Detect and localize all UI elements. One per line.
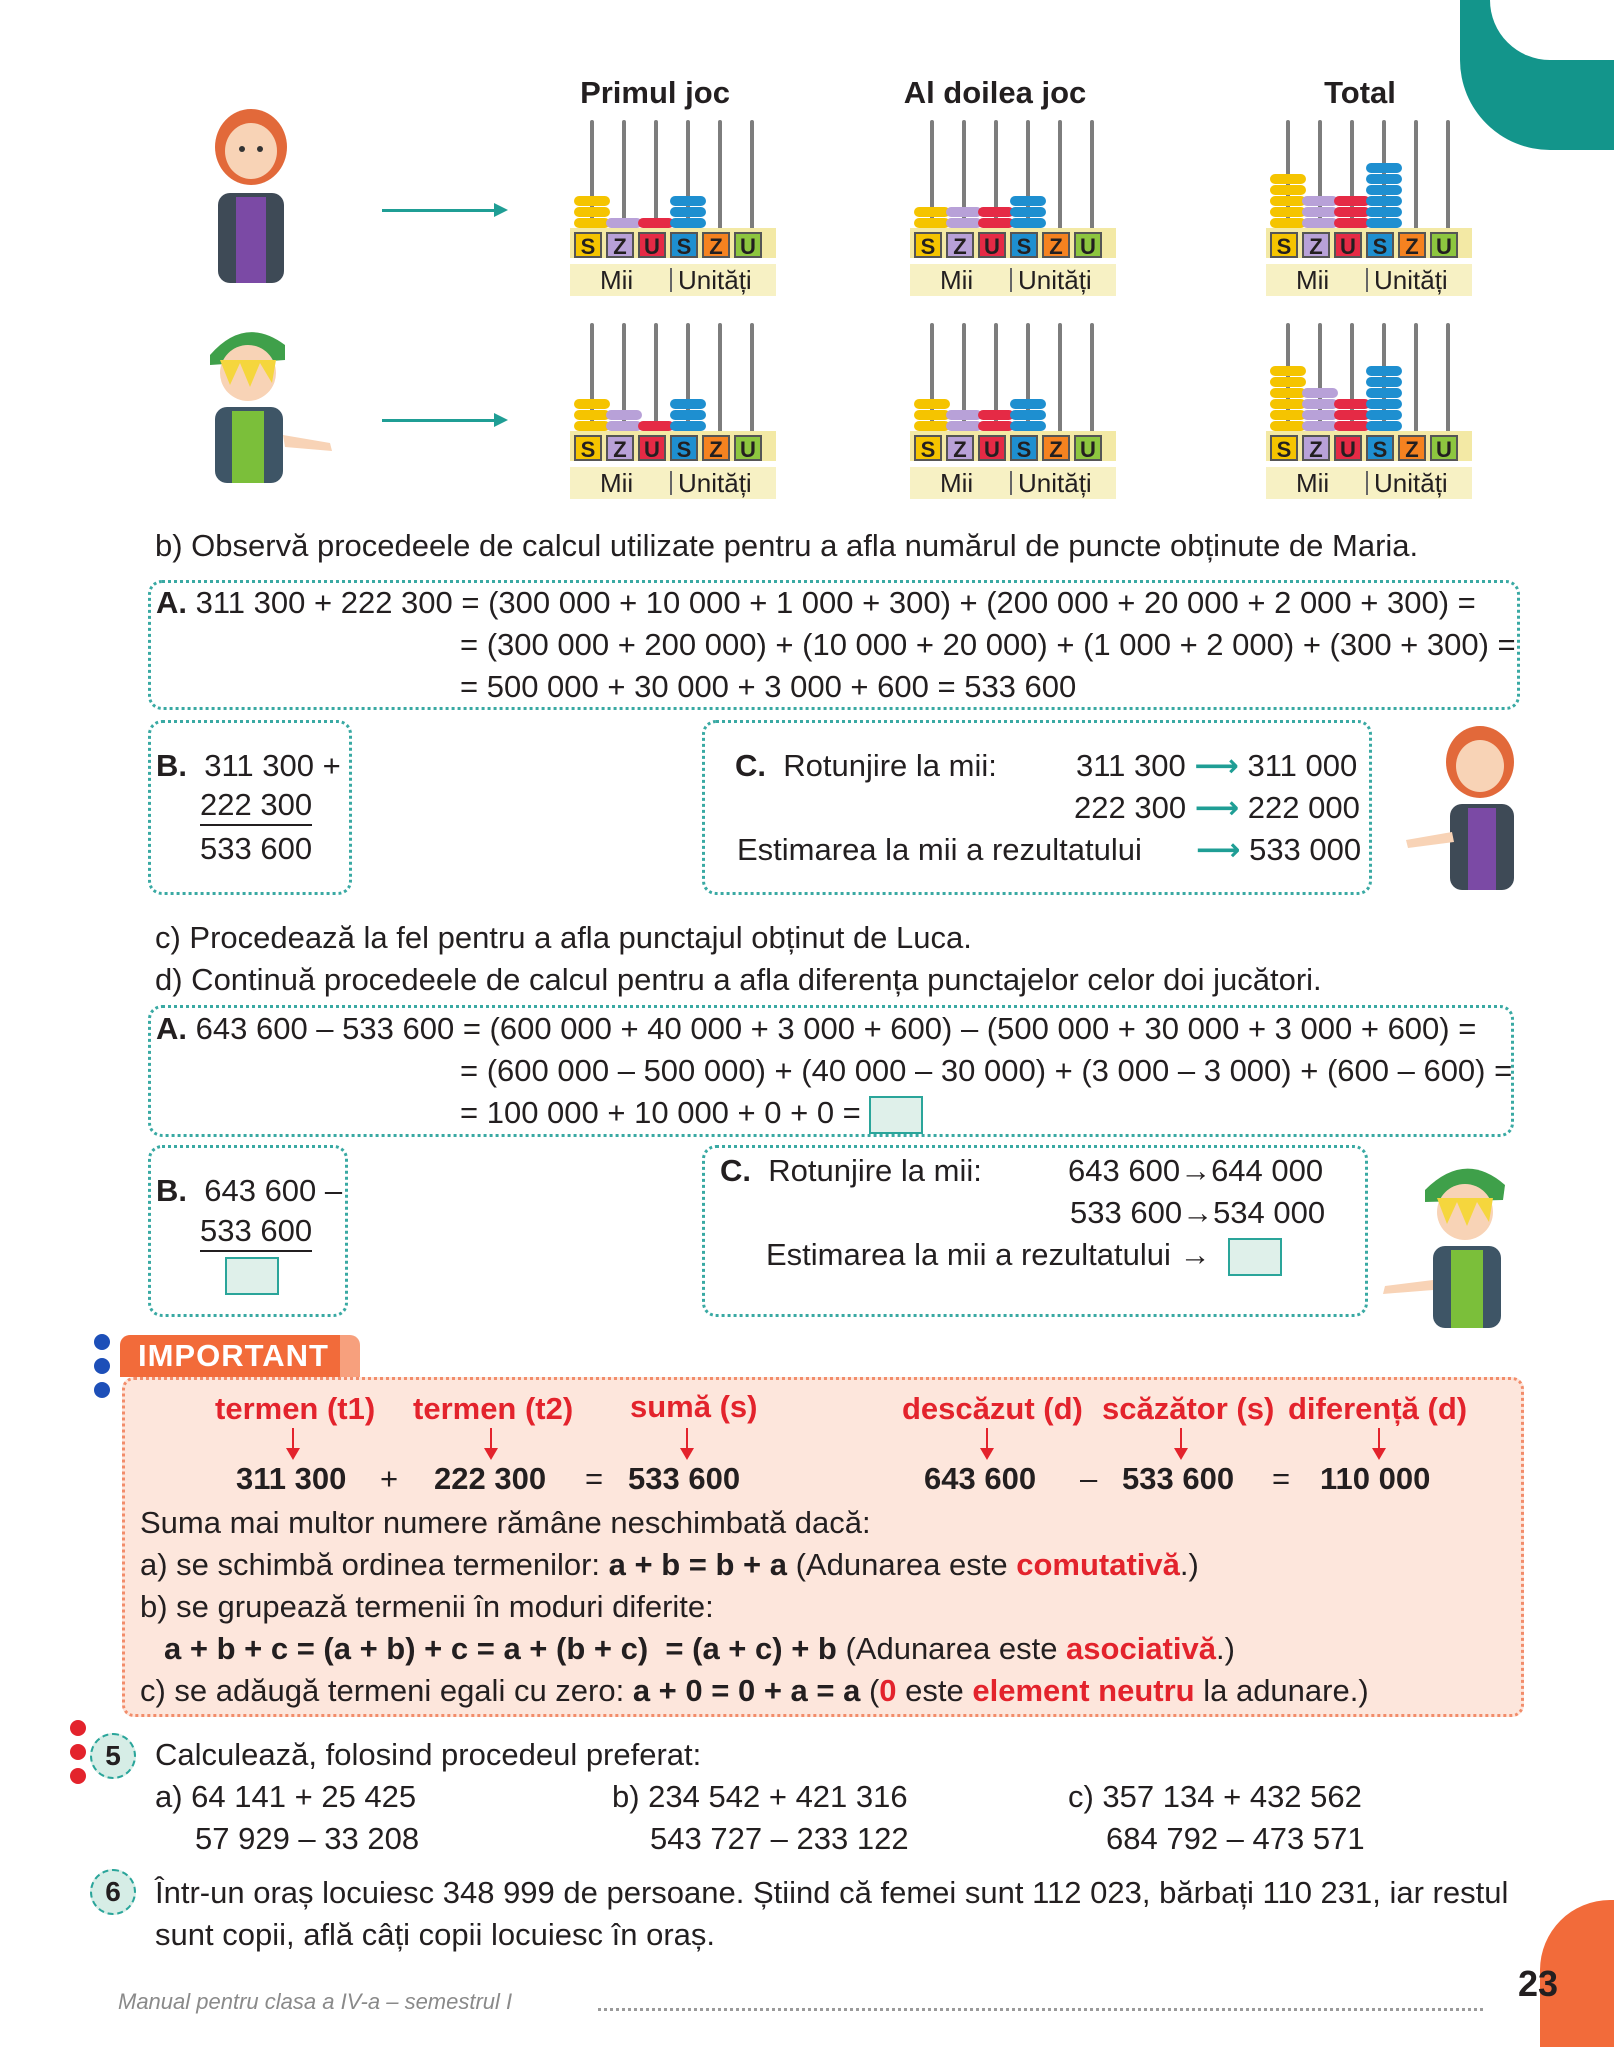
- luca-character-illustration: [190, 315, 340, 485]
- exercise-5-b1: b) 234 542 + 421 316: [612, 1779, 908, 1814]
- abacus-luca-al-doilea-joc: S Z U S Z U Mii Unități: [910, 323, 1116, 499]
- section-b-a-line3: = 500 000 + 30 000 + 3 000 + 600 = 533 600: [460, 669, 1077, 704]
- abacus-luca-primul-joc: S Z U S Z U Mii Unități: [570, 323, 776, 499]
- section-d-c-round: C. Rotunjire la mii:: [720, 1153, 982, 1188]
- exercise-6-line1: Într-un oraș locuiesc 348 999 de persoane. Știind că femei sunt 112 023, bărbați 110 231, iar restul: [155, 1875, 1509, 1910]
- difficulty-dot-red: [70, 1768, 86, 1784]
- arrow-down-icon: [490, 1428, 492, 1454]
- exercise-5-c1: c) 357 134 + 432 562: [1068, 1779, 1362, 1814]
- maria-character-illustration: [196, 105, 306, 285]
- arrow-down-icon: [1180, 1428, 1182, 1454]
- abacus-maria-al-doilea-joc: S Z U S Z U Mii Unități: [910, 120, 1116, 296]
- abacus-luca-total: S Z U S Z U Mii Unități: [1266, 323, 1472, 499]
- arrow-down-icon: [1378, 1428, 1380, 1454]
- value-scazator: 533 600: [1122, 1461, 1235, 1496]
- section-d-text: d) Continuă procedeele de calcul pentru a afla diferența punctajelor celor doi jucători.: [155, 962, 1322, 997]
- value-descazut: 643 600: [924, 1461, 1037, 1496]
- label-termen-t1: termen (t1): [215, 1391, 376, 1426]
- exercise-5-b2: 543 727 – 233 122: [650, 1821, 909, 1856]
- exercise-6-badge: 6: [90, 1869, 136, 1915]
- exercise-5-title: Calculează, folosind procedeul preferat:: [155, 1737, 702, 1772]
- difficulty-dot-red: [70, 1720, 86, 1736]
- abacus-header-primul-joc: Primul joc: [580, 75, 730, 110]
- exercise-5-a2: 57 929 – 33 208: [195, 1821, 420, 1856]
- section-d-a-line3: = 100 000 + 10 000 + 0 + 0 =: [460, 1092, 923, 1134]
- section-d-c-row1: 643 600→644 000: [1068, 1153, 1324, 1188]
- section-d-b-line1: B. 643 600 –: [156, 1173, 343, 1208]
- footer-text: Manual pentru clasa a IV-a – semestrul I: [118, 1989, 513, 2014]
- exercise-5-badge: 5: [90, 1733, 136, 1779]
- section-b-c-round: C. Rotunjire la mii:: [735, 748, 997, 783]
- section-d-b-line2: 533 600: [200, 1212, 312, 1252]
- rule-b: b) se grupează termenii în moduri diferite:: [140, 1589, 714, 1624]
- exercise-5-a1: a) 64 141 + 25 425: [155, 1779, 417, 1814]
- rule-c: c) se adăugă termeni egali cu zero: a + 0 = 0 + a = a (0 este element neutru la adunare.): [140, 1673, 1369, 1708]
- arrow-maria: [382, 209, 504, 212]
- exercise-6-line2: sunt copii, află câți copii locuiesc în oraș.: [155, 1917, 715, 1952]
- answer-box-b[interactable]: [225, 1257, 279, 1295]
- section-d-a-line1: A. 643 600 – 533 600 = (600 000 + 40 000 + 3 000 + 600) – (500 000 + 30 000 + 3 000 + 600) =: [156, 1011, 1477, 1046]
- bullet-dot-blue: [94, 1358, 110, 1374]
- arrow-luca: [382, 419, 504, 422]
- rule-b-formula: a + b + c = (a + b) + c = a + (b + c) = (a + c) + b (Adunarea este asociativă.): [164, 1631, 1235, 1666]
- section-b-c-estimate-result: ⟶ 533 000: [1196, 832, 1362, 867]
- rule-intro: Suma mai multor numere rămâne neschimbată dacă:: [140, 1505, 871, 1540]
- section-b-a-line2: = (300 000 + 200 000) + (10 000 + 20 000) + (1 000 + 2 000) + (300 + 300) =: [460, 627, 1516, 662]
- answer-box-c[interactable]: [1228, 1238, 1282, 1276]
- exercise-5-c2: 684 792 – 473 571: [1106, 1821, 1365, 1856]
- section-b-intro: b) Observă procedeele de calcul utilizate pentru a afla numărul de puncte obținute de Maria.: [155, 528, 1419, 563]
- op-eq-2: =: [1272, 1461, 1291, 1496]
- arrow-down-icon: [686, 1428, 688, 1454]
- op-eq-1: =: [585, 1461, 604, 1496]
- value-suma: 533 600: [628, 1461, 741, 1496]
- section-d-c-row2: 533 600→534 000: [1070, 1195, 1326, 1230]
- abacus-maria-primul-joc: S Z U S Z U Mii Unități: [570, 120, 776, 296]
- section-d-a-line2: = (600 000 – 500 000) + (40 000 – 30 000) + (3 000 – 3 000) + (600 – 600) =: [460, 1053, 1513, 1088]
- section-b-b-line2: 222 300: [200, 786, 312, 826]
- bullet-dot-blue: [94, 1334, 110, 1350]
- abacus-header-total: Total: [1324, 75, 1396, 110]
- abacus-maria-total: S Z U S Z U Mii Unități: [1266, 120, 1472, 296]
- abacus-header-al-doilea-joc: Al doilea joc: [903, 75, 1087, 110]
- footer-dotted-line: [598, 2008, 1483, 2011]
- section-b-c-row1: 311 300 ⟶ 311 000: [1076, 748, 1358, 783]
- luca-pointing-illustration: [1375, 1150, 1525, 1330]
- arrow-down-icon: [292, 1428, 294, 1454]
- op-plus: +: [380, 1461, 399, 1496]
- label-suma: sumă (s): [630, 1389, 758, 1424]
- page-number: 23: [1518, 1963, 1559, 2004]
- section-b-a-line1: A. 311 300 + 222 300 = (300 000 + 10 000 + 1 000 + 300) + (200 000 + 20 000 + 2 000 + 300) =: [156, 585, 1476, 620]
- section-b-b-line1: B. 311 300 +: [156, 748, 341, 783]
- label-termen-t2: termen (t2): [413, 1391, 574, 1426]
- rule-a: a) se schimbă ordinea termenilor: a + b = b + a (Adunarea este comutativă.): [140, 1547, 1199, 1582]
- value-t2: 222 300: [434, 1461, 547, 1496]
- op-minus: –: [1080, 1461, 1098, 1496]
- maria-pointing-illustration: [1400, 722, 1530, 892]
- label-descazut: descăzut (d): [902, 1391, 1083, 1426]
- section-d-c-estimate: Estimarea la mii a rezultatului →: [766, 1234, 1282, 1276]
- value-t1: 311 300: [236, 1461, 347, 1496]
- section-c-text: c) Procedează la fel pentru a afla punctajul obținut de Luca.: [155, 920, 972, 955]
- important-tab-shadow: [340, 1335, 360, 1377]
- arrow-down-icon: [986, 1428, 988, 1454]
- important-tab-label: IMPORTANT: [138, 1338, 329, 1373]
- label-scazator: scăzător (s): [1102, 1391, 1275, 1426]
- difficulty-dot-red: [70, 1744, 86, 1760]
- section-b-c-row2: 222 300 ⟶ 222 000: [1074, 790, 1360, 825]
- section-b-b-line3: 533 600: [200, 831, 313, 866]
- section-b-c-estimate: Estimarea la mii a rezultatului: [737, 832, 1142, 867]
- label-diferenta: diferență (d): [1288, 1391, 1468, 1426]
- value-diferenta: 110 000: [1320, 1461, 1431, 1496]
- bullet-dot-blue: [94, 1382, 110, 1398]
- answer-box-a[interactable]: [869, 1096, 923, 1134]
